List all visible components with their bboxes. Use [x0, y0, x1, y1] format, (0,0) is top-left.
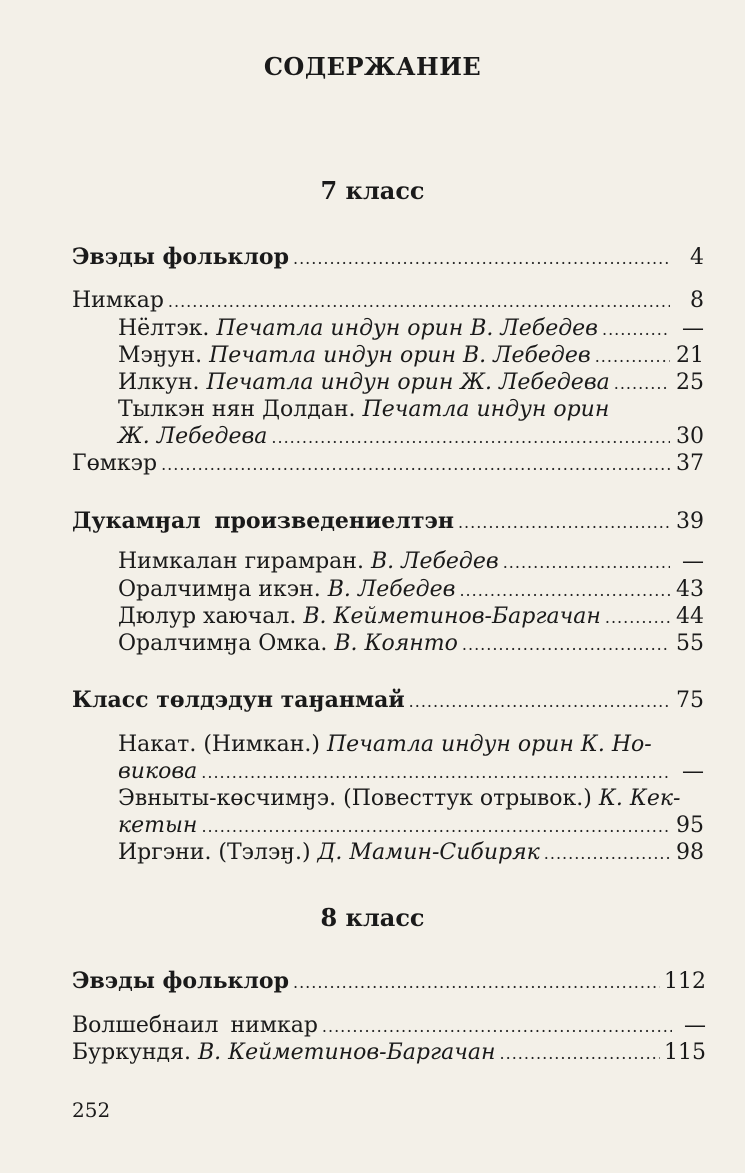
toc-entry-page: 43 — [676, 577, 704, 602]
toc-entry-author: В. Кейметинов-Баргачан — [197, 1040, 496, 1065]
toc-entry — [72, 686, 704, 716]
toc-entry — [118, 548, 704, 577]
toc-entry-label: Буркундя. — [72, 1040, 191, 1065]
toc-entry — [72, 243, 704, 273]
toc-entry-label: Накат. (Нимкан.) — [118, 732, 320, 757]
toc-entry-line1 — [118, 396, 609, 424]
toc-entry-author: В. Лебедев — [327, 577, 456, 602]
toc-entry-author: В. Коянто — [334, 631, 458, 656]
toc-entry — [118, 812, 704, 841]
toc-entry-page: 37 — [676, 451, 704, 476]
toc-entry-page: 112 — [664, 969, 706, 994]
toc-entry — [118, 758, 704, 787]
toc-entry-author: кетын — [118, 813, 198, 838]
toc-entry-label: Оралчимӈа икэн. — [118, 577, 321, 602]
toc-entry-page: 39 — [676, 509, 704, 534]
toc-entry-line1 — [118, 731, 652, 759]
toc-entry-author: В. Кейметинов-Баргачан — [303, 604, 601, 629]
toc-entry — [118, 630, 704, 659]
toc-entry — [118, 369, 704, 398]
toc-entry-label: Илкун. — [118, 370, 200, 395]
toc-entry-label: Нёлтэк. — [118, 316, 210, 341]
toc-entry-page: — — [684, 1013, 706, 1038]
toc-entry — [118, 576, 704, 605]
toc-entry — [72, 1039, 706, 1068]
toc-entry — [118, 603, 704, 632]
leader-dots — [293, 969, 660, 997]
toc-entry-line1 — [118, 785, 681, 813]
toc-entry — [72, 507, 704, 537]
toc-entry-author: К. Кек- — [598, 786, 681, 811]
leader-dots — [201, 813, 670, 841]
toc-entry-label: Волшебнаил нимкар — [72, 1013, 318, 1038]
leader-dots — [409, 688, 670, 716]
toc-entry-author: Д. Мамин-Сибиряк — [317, 840, 540, 865]
toc-entry-label: Иргэни. (Тэлэӈ.) — [118, 840, 311, 865]
toc-entry — [72, 967, 706, 997]
leader-dots — [201, 759, 670, 787]
toc-entry-label: Нимкар — [72, 288, 164, 313]
toc-entry-page: 115 — [664, 1040, 706, 1065]
toc-entry — [72, 1012, 706, 1041]
toc-entry — [118, 423, 704, 452]
leader-dots — [503, 549, 670, 577]
leader-dots — [161, 451, 670, 479]
toc-entry-page: — — [682, 316, 704, 341]
leader-dots — [322, 1013, 672, 1041]
class-7-heading: 7 класс — [320, 176, 425, 205]
toc-entry-author: Печатла индун орин Ж. Лебедева — [206, 370, 610, 395]
toc-entry-page: 75 — [676, 688, 704, 713]
toc-entry — [118, 839, 704, 868]
toc-entry-label: Дукамӈал произведениелтэн — [72, 508, 454, 534]
toc-entry-page: — — [682, 759, 704, 784]
toc-entry-label: Эвэды фольклор — [72, 968, 289, 994]
toc-entry-label: Нимкалан гирамран. — [118, 549, 364, 574]
leader-dots — [462, 631, 670, 659]
toc-entry-label: Гөмкэр — [72, 451, 158, 476]
toc-entry-page: 95 — [676, 813, 704, 838]
class-8-heading: 8 класс — [320, 903, 425, 932]
toc-entry-page: 98 — [676, 840, 704, 865]
page-title: СОДЕРЖАНИЕ — [263, 52, 482, 81]
leader-dots — [602, 316, 670, 344]
toc-entry-page: 8 — [690, 288, 704, 313]
toc-entry-page: 30 — [676, 424, 704, 449]
leader-dots — [459, 577, 670, 605]
leader-dots — [614, 370, 670, 398]
toc-entry — [72, 287, 704, 316]
toc-entry-page: 4 — [690, 245, 704, 270]
leader-dots — [500, 1040, 660, 1068]
toc-entry-page: 44 — [676, 604, 704, 629]
leader-dots — [293, 245, 670, 273]
toc-entry-author: В. Лебедев — [370, 549, 499, 574]
toc-entry-author: Ж. Лебедева — [118, 424, 268, 449]
leader-dots — [458, 509, 670, 537]
toc-entry-author: викова — [118, 759, 198, 784]
toc-entry-author: Печатла индун орин — [362, 397, 610, 422]
toc-entry-author: Печатла индун орин В. Лебедев — [216, 316, 598, 341]
toc-entry-author: Печатла индун орин В. Лебедев — [209, 343, 591, 368]
page-number: 252 — [72, 1098, 111, 1122]
toc-entry-label: Эвныты-көсчимӈэ. (Повесттук отрывок.) — [118, 786, 592, 811]
toc-entry-label: Дюлур хаючал. — [118, 604, 297, 629]
leader-dots — [271, 424, 670, 452]
toc-entry — [118, 342, 704, 371]
leader-dots — [168, 288, 670, 316]
toc-entry-label: Класс төлдэдун таӈанмай — [72, 687, 405, 713]
toc-entry-label: Мэӈун. — [118, 343, 203, 368]
toc-entry-page: 21 — [676, 343, 704, 368]
leader-dots — [595, 343, 670, 371]
toc-entry-label: Эвэды фольклор — [72, 244, 289, 270]
toc-entry — [118, 315, 704, 344]
toc-entry-page: 55 — [676, 631, 704, 656]
toc-entry-page: 25 — [676, 370, 704, 395]
leader-dots — [544, 840, 670, 868]
toc-entry-label: Тылкэн нян Долдан. — [118, 397, 356, 422]
toc-entry — [72, 450, 704, 479]
toc-entry-author: Печатла индун орин К. Но- — [326, 732, 652, 757]
toc-entry-page: — — [682, 549, 704, 574]
leader-dots — [605, 604, 670, 632]
toc-entry-label: Оралчимӈа Омка. — [118, 631, 328, 656]
